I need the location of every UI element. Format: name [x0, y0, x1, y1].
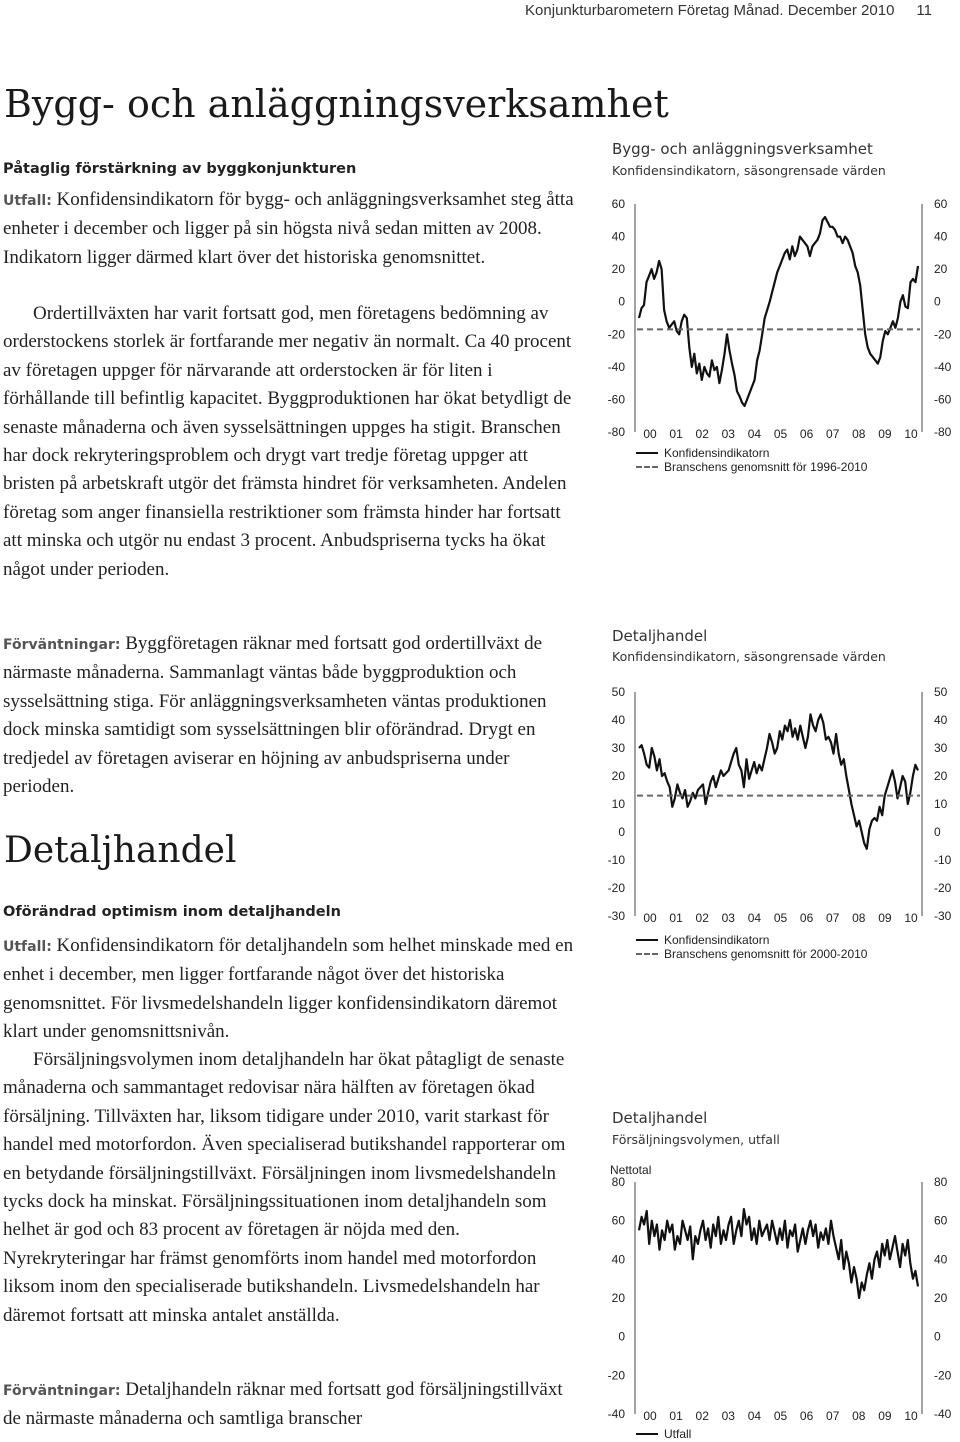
chart2-ytick-right: 20 — [934, 769, 948, 783]
chart2-ytick-right: 40 — [934, 713, 948, 727]
chart1-xtick-label: 03 — [721, 427, 735, 441]
chart3-xtick-label: 07 — [826, 1409, 840, 1423]
running-header — [525, 2, 932, 19]
chart3-legend-line1: Utfall — [664, 1427, 692, 1441]
chart3-xtick-label: 01 — [669, 1409, 683, 1423]
chart3-xtick-label: 09 — [878, 1409, 892, 1423]
chart2-ytick-left: 0 — [618, 825, 625, 839]
subheading-bygg: Påtaglig förstärkning av byggkonjunkturen — [3, 161, 357, 177]
chart2-subtitle: Konfidensindikatorn, säsongrensade värden — [612, 649, 886, 664]
chart1-ytick-right: 0 — [934, 294, 941, 309]
legend-solid-icon — [636, 939, 658, 941]
chart1-ytick-right: 40 — [934, 229, 948, 244]
chart3-xtick-label: 08 — [852, 1409, 866, 1423]
chart1-xtick-label: 05 — [773, 427, 788, 441]
chart2-ytick-right: 10 — [934, 797, 948, 811]
chart3-xtick-label: 04 — [747, 1409, 762, 1423]
chart1-ytick-right: 60 — [934, 197, 948, 211]
subheading-detalj: Oförändrad optimism inom detaljhandeln — [3, 904, 341, 920]
chart2-ytick-right: -20 — [934, 881, 952, 895]
chart3-xtick-label: 06 — [799, 1409, 814, 1423]
paragraph-detalj-forsaljning: Försäljningsvolymen inom detaljhandeln har ökat påtagligt de senaste månaderna och sammantaget redovisar nära hälften av företagen ökad försäljning. Tillväxten har, liksom tidigare under 2010, varit starkast för handel med motorfordon. Även specialiserad butikshandel rapporterar om en betydande försäljningstillväxt. Försäljningen inom livsmedelshandeln tycks dock ha minskat. Försäljningssituationen inom detaljhandeln som helhet är god och 83 procent av företagen är nöjda med den. Nyrekryteringar har främst genomförts inom handel med motorfordon liksom inom den specialiserade butikshandeln. Livsmedelshandeln har däremot fortsatt att minska antalet anställda. — [3, 1049, 566, 1326]
chart3-title: Detaljhandel — [612, 1109, 708, 1127]
chart2-xtick-label: 05 — [773, 911, 788, 925]
chart2-ytick-right: -30 — [934, 909, 952, 923]
chart1-ytick-left: -20 — [607, 327, 625, 342]
header-title: Konjunkturbarometern Företag Månad. December 2010 — [525, 2, 895, 19]
chart2-ytick-right: 30 — [934, 741, 948, 755]
chart3-xtick-label: 10 — [904, 1409, 918, 1423]
chart2-xtick-label: 04 — [747, 911, 762, 925]
chart2-legend — [636, 933, 867, 961]
chart2-xtick-label: 03 — [721, 911, 735, 925]
chart1-xtick-label: 10 — [904, 427, 918, 441]
chart2-ytick-left: 30 — [611, 741, 625, 755]
chart2-ytick-left: -20 — [607, 881, 625, 895]
chart3-ytick-right: -20 — [934, 1368, 952, 1383]
chart2-xtick-label: 09 — [878, 911, 892, 925]
chart2-ytick-left: -30 — [607, 909, 625, 923]
chart3-ytick-left: 20 — [611, 1291, 625, 1305]
paragraph-bygg-forvantningar — [3, 630, 575, 801]
chart1-xtick-label: 04 — [747, 427, 762, 441]
legend-solid-icon — [636, 1433, 658, 1435]
chart2-ytick-left: -10 — [607, 853, 625, 867]
chart2-ytick-right: -10 — [934, 853, 952, 867]
paragraph-bygg-order: Ordertillväxten har varit fortsatt god, men företagens bedömning av orderstockens storlek är fortfarande mer negativ än normalt. Ca 40 procent av företagen uppger för närvarande att orderstocken är för liten i förhållande till befintlig kapacitet. Byggproduktionen har ökat betydligt de senaste månaderna och även sysselsättningen uppges ha stigit. Branschen har dock rekryteringsproblem och drygt vart tredje företag uppger att bristen på arbetskraft utgör det främsta hindret för verksamheten. Andelen företag som anger finansiella restriktioner som främsta hinder har fortsatt att minska och utgör nu endast 3 procent. Anbudspriserna tycks ha ökat något under perioden. — [3, 303, 572, 580]
chart3-xtick-label: 05 — [773, 1409, 788, 1423]
paragraph-detalj-utfall — [3, 932, 575, 1047]
chart2-svg — [600, 678, 960, 928]
chart1-xtick-label: 06 — [799, 427, 814, 441]
lead-utfall-2: Utfall: — [3, 939, 52, 955]
chart3-legend — [636, 1427, 691, 1441]
lead-forvantningar: Förväntningar: — [3, 637, 121, 653]
legend-solid-icon — [636, 452, 658, 454]
chart3-ytick-right: 0 — [934, 1329, 941, 1344]
chart1-ytick-right: -40 — [934, 359, 952, 374]
chart2-ytick-left: 40 — [611, 713, 625, 727]
chart2-xtick-label: 02 — [695, 911, 709, 925]
chart3-ytick-left: 80 — [611, 1175, 625, 1189]
chart3-ytick-left: -40 — [607, 1407, 625, 1421]
chart2-xtick-label: 10 — [904, 911, 918, 925]
chart1-ytick-left: -60 — [607, 392, 625, 407]
chart2-xtick-label: 07 — [826, 911, 840, 925]
lead-forvantningar-2: Förväntningar: — [3, 1383, 121, 1399]
chart2-ytick-right: 0 — [934, 825, 941, 839]
chart3-xtick-label: 02 — [695, 1409, 709, 1423]
chart1-title: Bygg- och anläggningsverksamhet — [612, 140, 873, 158]
chart3-xtick-label: 03 — [721, 1409, 735, 1423]
chart1-subtitle: Konfidensindikatorn, säsongrensade värden — [612, 163, 886, 178]
chart2-ytick-right: 50 — [934, 685, 948, 699]
chart2-xtick-label: 08 — [852, 911, 866, 925]
section-heading-detalj: Detaljhandel — [4, 830, 237, 871]
chart3-ytick-left: -20 — [607, 1368, 625, 1383]
text-utfall: Konfidensindikatorn för bygg- och anläggningsverksamhet steg åtta enheter i december och ligger på sin högsta nivå sedan mitten av 2008. Indikatorn ligger därmed klart över det historiska genomsnittet. — [3, 189, 574, 268]
chart2-xtick-label: 06 — [799, 911, 814, 925]
chart3-ytick-left: 60 — [611, 1213, 625, 1228]
chart1-series-line — [639, 217, 918, 406]
chart1-ytick-left: -40 — [607, 359, 625, 374]
chart3-svg — [600, 1160, 960, 1428]
chart3-ylabel: Nettotal — [610, 1163, 652, 1177]
chart2-legend-line2: Branschens genomsnitt för 2000-2010 — [664, 947, 868, 961]
lead-utfall: Utfall: — [3, 193, 52, 209]
chart3-ytick-left: 0 — [618, 1329, 625, 1344]
chart2-ytick-left: 10 — [611, 797, 625, 811]
section-heading-bygg: Bygg- och anläggningsverksamhet — [4, 82, 669, 126]
chart2-legend-line1: Konfidensindikatorn — [664, 933, 770, 947]
legend-dash-icon — [636, 466, 658, 468]
chart3-ytick-right: 40 — [934, 1252, 948, 1267]
chart1-ytick-right: -80 — [934, 425, 952, 439]
chart1-ytick-right: -20 — [934, 327, 952, 342]
text-utfall-2: Konfidensindikatorn för detaljhandeln som helhet minskade med en enhet i december, men ligger fortfarande något över det historiska genomsnittet. För livsmedelshandeln ligger konfidensindikatorn däremot klart under genomsnittsnivån. — [3, 935, 574, 1043]
chart2-title: Detaljhandel — [612, 627, 708, 645]
chart3-ytick-right: 20 — [934, 1291, 948, 1305]
page-number: 11 — [916, 2, 932, 19]
chart3-series-line — [639, 1209, 918, 1298]
chart3-ytick-left: 40 — [611, 1252, 625, 1267]
chart2-xtick-label: 01 — [669, 911, 683, 925]
chart3-ytick-right: -40 — [934, 1407, 952, 1421]
chart1-ytick-right: -60 — [934, 392, 952, 407]
chart1-ytick-left: 40 — [611, 229, 625, 244]
chart1-svg — [600, 190, 960, 450]
chart3-xtick-label: 00 — [643, 1409, 657, 1423]
paragraph-detalj-forvantningar — [3, 1376, 575, 1434]
chart1-ytick-left: 0 — [618, 294, 625, 309]
chart2-series-line — [639, 714, 918, 848]
chart1-ytick-left: 60 — [611, 197, 625, 211]
chart3-subtitle: Försäljningsvolymen, utfall — [612, 1132, 780, 1147]
chart2-ytick-left: 20 — [611, 769, 625, 783]
chart1-xtick-label: 02 — [695, 427, 709, 441]
chart1-xtick-label: 00 — [643, 427, 657, 441]
chart1-legend-line1: Konfidensindikatorn — [664, 446, 770, 460]
chart1-xtick-label: 07 — [826, 427, 840, 441]
chart1-ytick-left: 20 — [611, 262, 625, 277]
legend-dash-icon — [636, 953, 658, 955]
chart1-ytick-left: -80 — [607, 425, 625, 439]
chart2-ytick-left: 50 — [611, 685, 625, 699]
chart1-xtick-label: 09 — [878, 427, 892, 441]
chart1-xtick-label: 01 — [669, 427, 683, 441]
chart1-xtick-label: 08 — [852, 427, 866, 441]
chart3-ytick-right: 80 — [934, 1175, 948, 1189]
chart1-legend — [636, 446, 867, 474]
chart2-xtick-label: 00 — [643, 911, 657, 925]
chart3-ytick-right: 60 — [934, 1213, 948, 1228]
paragraph-bygg-utfall — [3, 186, 575, 272]
text-forvantningar-2: Detaljhandeln räknar med fortsatt god försäljningstillväxt de närmaste månaderna och samtliga branscher — [3, 1379, 563, 1430]
chart1-legend-line2: Branschens genomsnitt för 1996-2010 — [664, 460, 868, 474]
text-forvantningar: Byggföretagen räknar med fortsatt god ordertillväxt de närmaste månaderna. Sammanlagt väntas både byggproduktion och sysselsättning stiga. För anläggningsverksamheten väntas produktionen dock minska samtidigt som sysselsättningen blir oförändrad. Drygt en tredjedel av företagen aviserar en höjning av anbudspriserna under perioden. — [3, 633, 547, 798]
chart1-ytick-right: 20 — [934, 262, 948, 277]
